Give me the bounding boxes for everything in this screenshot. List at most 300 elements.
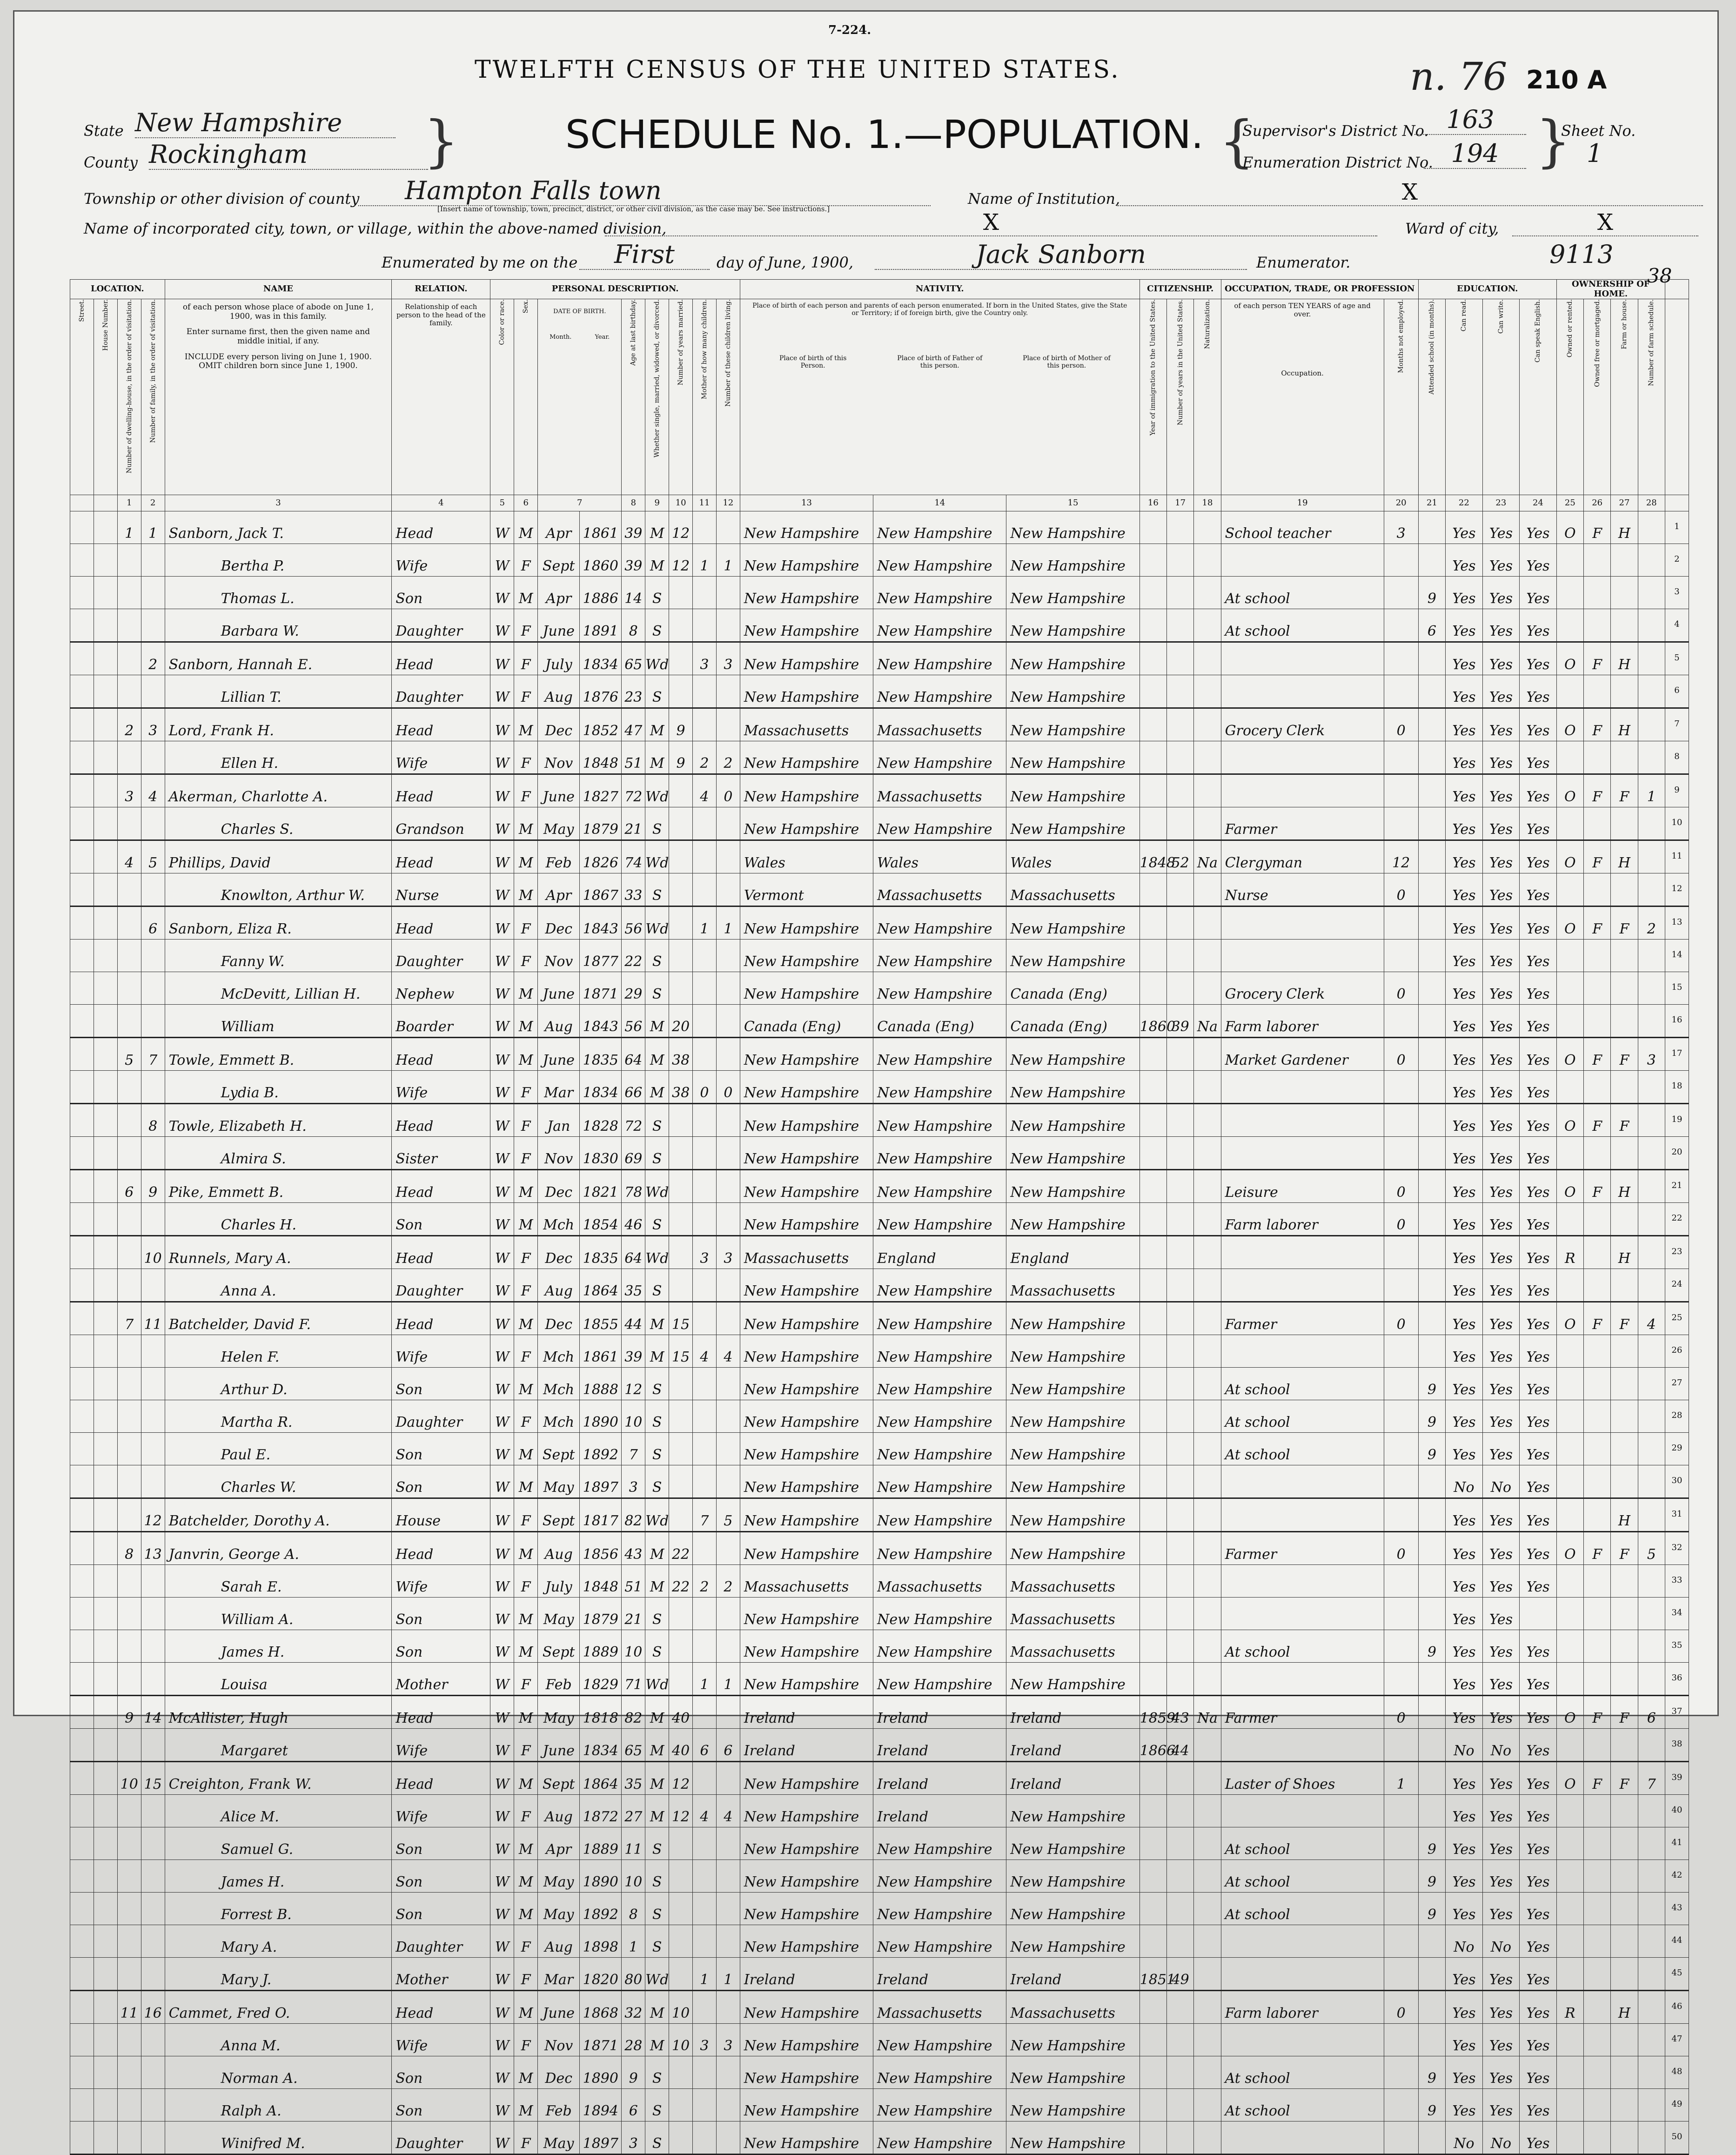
birth-month-cell: Nov (538, 741, 580, 774)
can-write-cell: Yes (1482, 2089, 1520, 2121)
occupation-cell: Nurse (1221, 873, 1384, 906)
birth-year-cell: 1848 (580, 1565, 622, 1598)
birth-year-cell: 1872 (580, 1795, 622, 1827)
naturalization-cell: Na (1194, 1005, 1221, 1038)
children-living-cell: 1 (716, 1958, 740, 1991)
attended-school-cell: 9 (1418, 1368, 1445, 1400)
sex-cell: F (514, 2024, 538, 2056)
enumerated-prefix: Enumerated by me on the (382, 254, 578, 271)
column-number-6: 6 (514, 495, 538, 511)
can-read-cell: Yes (1446, 1104, 1483, 1137)
attended-school-cell (1418, 1465, 1445, 1498)
family-number-cell (141, 1269, 165, 1302)
birthplace-mother-cell: Massachusetts (1006, 1991, 1139, 2024)
birth-month-cell: July (538, 642, 580, 675)
children-living-cell (716, 2056, 740, 2089)
sex-cell: F (514, 1729, 538, 1762)
birthplace-mother-cell: New Hampshire (1006, 708, 1139, 741)
immigration-year-cell (1139, 1104, 1166, 1137)
attended-school-cell (1418, 675, 1445, 708)
relation-cell: Head (392, 1038, 490, 1071)
dwelling-number-cell (117, 1827, 141, 1860)
attended-school-cell (1418, 1663, 1445, 1696)
children-born-cell (693, 1433, 717, 1465)
birthplace-person-cell: New Hampshire (740, 906, 873, 940)
dwelling-number-cell (117, 2089, 141, 2121)
street-cell (70, 1433, 94, 1465)
age-cell: 66 (622, 1071, 645, 1104)
sex-cell: M (514, 2089, 538, 2121)
dwelling-number-cell: 1 (117, 511, 141, 544)
birthplace-father-cell: Ireland (873, 1696, 1006, 1729)
line-number-column (1665, 299, 1689, 495)
birthplace-mother-cell: Ireland (1006, 1958, 1139, 1991)
can-write-cell: No (1482, 1729, 1520, 1762)
birthplace-person-cell: New Hampshire (740, 1269, 873, 1302)
marital-status-cell: Wd (645, 642, 669, 675)
months-not-employed-cell (1384, 807, 1418, 840)
street-cell (70, 741, 94, 774)
family-number-cell (141, 873, 165, 906)
farm-schedule-cell (1638, 2121, 1665, 2155)
months-not-employed-cell (1384, 1565, 1418, 1598)
color-cell: W (490, 1170, 514, 1203)
house-number-cell (94, 1925, 117, 1958)
table-row (70, 2056, 1689, 2089)
owned-rented-cell (1556, 577, 1583, 609)
dwelling-number-cell: 7 (117, 1302, 141, 1335)
marital-status-cell: M (645, 511, 669, 544)
naturalization-cell (1194, 1137, 1221, 1170)
can-speak-english-cell: Yes (1520, 1696, 1557, 1729)
column-number-15: 15 (1006, 495, 1139, 511)
person-name-cell: Bertha P. (165, 544, 392, 577)
immigration-year-cell (1139, 511, 1166, 544)
age-cell: 28 (622, 2024, 645, 2056)
family-number-cell: 8 (141, 1104, 165, 1137)
house-number-cell (94, 609, 117, 642)
can-write-cell: No (1482, 2121, 1520, 2155)
birthplace-mother-cell: New Hampshire (1006, 1170, 1139, 1203)
table-row (70, 1071, 1689, 1104)
birthplace-person-cell: New Hampshire (740, 511, 873, 544)
table-row (70, 1005, 1689, 1038)
line-number-cell: 2 (1665, 544, 1689, 577)
birth-year-cell: 1828 (580, 1104, 622, 1137)
sex-cell: M (514, 1532, 538, 1565)
person-name-cell: Ellen H. (165, 741, 392, 774)
color-column: Color or race. (490, 299, 514, 495)
age-cell: 35 (622, 1269, 645, 1302)
attended-school-cell (1418, 1598, 1445, 1630)
family-number-cell: 9 (141, 1170, 165, 1203)
color-cell: W (490, 1400, 514, 1433)
marital-status-cell: S (645, 2121, 669, 2155)
name-instruction-2: INCLUDE every person living on June 1, 1900. OMIT children born since June 1, 1900. (184, 352, 372, 371)
house-number-cell (94, 1071, 117, 1104)
farm-schedule-cell: 7 (1638, 1762, 1665, 1795)
free-mortgaged-cell: F (1584, 708, 1611, 741)
months-not-employed-cell (1384, 544, 1418, 577)
birth-month-cell: Mar (538, 1958, 580, 1991)
house-number-cell (94, 1302, 117, 1335)
age-cell: 8 (622, 1893, 645, 1925)
birth-month-cell: Sept (538, 544, 580, 577)
years-married-cell (669, 1498, 693, 1532)
color-cell: W (490, 1860, 514, 1893)
birthplace-mother-cell: Ireland (1006, 1762, 1139, 1795)
line-number-cell: 23 (1665, 1236, 1689, 1269)
attended-school-cell (1418, 1925, 1445, 1958)
family-number-cell (141, 940, 165, 972)
color-cell: W (490, 675, 514, 708)
birthplace-person-cell: New Hampshire (740, 1203, 873, 1236)
family-number-cell: 10 (141, 1236, 165, 1269)
occupation-label: Occupation. (1281, 369, 1324, 377)
children-born-cell (693, 1005, 717, 1038)
can-write-cell: Yes (1482, 1038, 1520, 1071)
years-in-us-cell (1167, 2121, 1194, 2155)
house-number-cell (94, 1433, 117, 1465)
age-cell: 56 (622, 1005, 645, 1038)
years-married-cell: 38 (669, 1071, 693, 1104)
sex-cell: M (514, 1991, 538, 2024)
birthplace-person-cell: New Hampshire (740, 1104, 873, 1137)
marital-status-cell: M (645, 1532, 669, 1565)
census-title: TWELFTH CENSUS OF THE UNITED STATES. (475, 56, 1120, 84)
person-name-cell: Winifred M. (165, 2121, 392, 2155)
column-number-12: 12 (716, 495, 740, 511)
birthplace-mother-cell: Massachusetts (1006, 873, 1139, 906)
color-cell: W (490, 1795, 514, 1827)
birthplace-person-cell: New Hampshire (740, 1762, 873, 1795)
farm-schedule-cell (1638, 511, 1665, 544)
immigration-year-cell (1139, 1498, 1166, 1532)
owned-rented-cell (1556, 1137, 1583, 1170)
person-name-cell: Towle, Emmett B. (165, 1038, 392, 1071)
line-number-cell: 8 (1665, 741, 1689, 774)
children-born-cell (693, 1696, 717, 1729)
attended-school-cell (1418, 1958, 1445, 1991)
owned-rented-cell: O (1556, 1762, 1583, 1795)
age-cell: 32 (622, 1991, 645, 2024)
children-living-cell (716, 1400, 740, 1433)
birthplace-person-cell: New Hampshire (740, 1498, 873, 1532)
line-number-cell: 44 (1665, 1925, 1689, 1958)
birth-year-cell: 1886 (580, 577, 622, 609)
months-not-employed-cell (1384, 1071, 1418, 1104)
children-living-cell (716, 1038, 740, 1071)
months-not-employed-cell (1384, 1958, 1418, 1991)
children-born-cell (693, 2121, 717, 2155)
farm-house-cell (1611, 1860, 1638, 1893)
street-cell (70, 2089, 94, 2121)
birth-month-cell: Nov (538, 940, 580, 972)
children-born-cell (693, 1827, 717, 1860)
years-married-cell: 15 (669, 1335, 693, 1368)
can-read-cell: Yes (1446, 1893, 1483, 1925)
person-name-cell: Knowlton, Arthur W. (165, 873, 392, 906)
sex-cell: M (514, 873, 538, 906)
farm-house-cell: H (1611, 1991, 1638, 2024)
family-number-cell (141, 544, 165, 577)
birth-person-label: Place of birth of this Person. (779, 354, 847, 369)
years-married-cell: 22 (669, 1565, 693, 1598)
attended-school-cell (1418, 1236, 1445, 1269)
can-speak-english-cell: Yes (1520, 2024, 1557, 2056)
farm-schedule-cell (1638, 1203, 1665, 1236)
children-born-cell (693, 708, 717, 741)
farm-house-cell (1611, 873, 1638, 906)
can-speak-english-cell: Yes (1520, 1170, 1557, 1203)
birth-year-cell: 1827 (580, 774, 622, 807)
color-cell: W (490, 1893, 514, 1925)
can-speak-english-cell: Yes (1520, 1565, 1557, 1598)
children-born-cell: 1 (693, 1958, 717, 1991)
owned-rented-cell (1556, 1795, 1583, 1827)
years-married-cell: 12 (669, 511, 693, 544)
can-write-cell: Yes (1482, 1104, 1520, 1137)
person-name-cell: Fanny W. (165, 940, 392, 972)
family-number-cell: 2 (141, 642, 165, 675)
can-read-cell: Yes (1446, 1269, 1483, 1302)
line-number-cell: 45 (1665, 1958, 1689, 1991)
months-not-employed-cell (1384, 906, 1418, 940)
can-write-cell: Yes (1482, 1532, 1520, 1565)
birth-year-cell: 1889 (580, 1827, 622, 1860)
children-living-cell (716, 1433, 740, 1465)
dwelling-number-cell (117, 577, 141, 609)
line-number-cell: 14 (1665, 940, 1689, 972)
owned-rented-cell: O (1556, 840, 1583, 873)
birth-year-cell: 1889 (580, 1630, 622, 1663)
relation-cell: Head (392, 906, 490, 940)
marital-status-cell: S (645, 1137, 669, 1170)
marital-status-cell: S (645, 1368, 669, 1400)
children-born-cell (693, 807, 717, 840)
months-not-employed-cell (1384, 2089, 1418, 2121)
attended-school-cell (1418, 1565, 1445, 1598)
years-married-cell (669, 1368, 693, 1400)
years-married-cell: 9 (669, 708, 693, 741)
months-not-employed-cell: 1 (1384, 1762, 1418, 1795)
table-row (70, 774, 1689, 807)
children-living-cell: 2 (716, 1565, 740, 1598)
line-number-cell: 39 (1665, 1762, 1689, 1795)
street-cell (70, 1269, 94, 1302)
person-name-cell: McDevitt, Lillian H. (165, 972, 392, 1005)
table-row (70, 1860, 1689, 1893)
age-cell: 46 (622, 1203, 645, 1236)
color-cell: W (490, 1236, 514, 1269)
birth-month-cell: June (538, 609, 580, 642)
line-number-cell: 21 (1665, 1170, 1689, 1203)
can-read-cell: Yes (1446, 1433, 1483, 1465)
farm-schedule-cell: 6 (1638, 1696, 1665, 1729)
free-mortgaged-cell: F (1584, 1532, 1611, 1565)
street-cell (70, 1893, 94, 1925)
birthplace-father-cell: New Hampshire (873, 1170, 1006, 1203)
years-married-cell (669, 1598, 693, 1630)
relation-cell: Head (392, 840, 490, 873)
line-number-cell: 30 (1665, 1465, 1689, 1498)
farm-house-cell: H (1611, 1170, 1638, 1203)
occupation-cell (1221, 1565, 1384, 1598)
owned-rented-cell (1556, 1925, 1583, 1958)
can-write-cell: Yes (1482, 2056, 1520, 2089)
state-value: New Hampshire (135, 108, 395, 138)
column-number-7: 7 (538, 495, 622, 511)
birthplace-father-cell: New Hampshire (873, 2089, 1006, 2121)
relation-cell: Wife (392, 1335, 490, 1368)
house-number-cell (94, 1762, 117, 1795)
farm-schedule-cell (1638, 544, 1665, 577)
table-row (70, 1598, 1689, 1630)
age-cell: 47 (622, 708, 645, 741)
marital-status-cell: S (645, 873, 669, 906)
birthplace-mother-cell: New Hampshire (1006, 1433, 1139, 1465)
person-name-cell: Almira S. (165, 1137, 392, 1170)
can-read-cell: Yes (1446, 906, 1483, 940)
birthplace-person-cell: New Hampshire (740, 1368, 873, 1400)
attended-school-cell (1418, 1762, 1445, 1795)
age-cell: 72 (622, 1104, 645, 1137)
family-number-cell (141, 1005, 165, 1038)
color-cell: W (490, 873, 514, 906)
occupation-cell (1221, 1925, 1384, 1958)
children-born-cell: 3 (693, 1236, 717, 1269)
months-not-employed-cell (1384, 1236, 1418, 1269)
enumeration-district-value: 194 (1424, 139, 1526, 169)
farm-house-cell (1611, 1433, 1638, 1465)
family-column: Number of family, in the order of visitation. (141, 299, 165, 495)
years-married-cell (669, 609, 693, 642)
naturalization-cell (1194, 642, 1221, 675)
house-number-cell (94, 1958, 117, 1991)
occupation-description: of each person TEN YEARS of age and over. (1234, 302, 1371, 318)
months-not-employed-cell (1384, 1795, 1418, 1827)
street-cell (70, 675, 94, 708)
naturalization-cell (1194, 1368, 1221, 1400)
years-married-cell (669, 972, 693, 1005)
naturalization-cell (1194, 1795, 1221, 1827)
relation-cell: Son (392, 1203, 490, 1236)
birthplace-mother-cell: New Hampshire (1006, 741, 1139, 774)
marital-status-cell: M (645, 1991, 669, 2024)
house-number-cell (94, 774, 117, 807)
house-number-cell (94, 1203, 117, 1236)
farm-house-cell (1611, 1071, 1638, 1104)
street-cell (70, 2056, 94, 2089)
birthplace-father-cell: New Hampshire (873, 1071, 1006, 1104)
table-row (70, 544, 1689, 577)
line-number-cell: 26 (1665, 1335, 1689, 1368)
occupation-cell: At school (1221, 1893, 1384, 1925)
city-value: X (605, 209, 1377, 236)
naturalization-cell (1194, 1236, 1221, 1269)
children-living-cell: 4 (716, 1335, 740, 1368)
naturalization-cell (1194, 1269, 1221, 1302)
line-number-cell: 47 (1665, 2024, 1689, 2056)
relation-cell: House (392, 1498, 490, 1532)
relation-cell: Wife (392, 1729, 490, 1762)
can-speak-english-cell: Yes (1520, 642, 1557, 675)
years-in-us-cell (1167, 1400, 1194, 1433)
birthplace-mother-cell: New Hampshire (1006, 1795, 1139, 1827)
farm-schedule-cell (1638, 1071, 1665, 1104)
children-born-cell: 1 (693, 544, 717, 577)
can-write-cell: Yes (1482, 675, 1520, 708)
line-number-cell: 10 (1665, 807, 1689, 840)
color-cell: W (490, 1465, 514, 1498)
sex-cell: M (514, 1038, 538, 1071)
occupation-cell (1221, 741, 1384, 774)
column-number-blank (1665, 495, 1689, 511)
house-number-cell (94, 807, 117, 840)
immigration-year-cell (1139, 577, 1166, 609)
birthplace-mother-cell: New Hampshire (1006, 1893, 1139, 1925)
age-cell: 71 (622, 1663, 645, 1696)
birthplace-person-cell: New Hampshire (740, 544, 873, 577)
relation-cell: Son (392, 2056, 490, 2089)
birthplace-person-cell: Wales (740, 840, 873, 873)
immigration-year-cell (1139, 1762, 1166, 1795)
free-mortgaged-cell (1584, 1498, 1611, 1532)
birth-year-cell: 1829 (580, 1663, 622, 1696)
can-write-cell: Yes (1482, 1137, 1520, 1170)
color-cell: W (490, 1696, 514, 1729)
years-married-cell (669, 774, 693, 807)
can-write-cell: Yes (1482, 906, 1520, 940)
birthplace-father-cell: Wales (873, 840, 1006, 873)
marital-status-cell: S (645, 1400, 669, 1433)
immigration-year-cell (1139, 1860, 1166, 1893)
line-number-cell: 27 (1665, 1368, 1689, 1400)
birthplace-person-cell: New Hampshire (740, 807, 873, 840)
can-speak-english-cell: Yes (1520, 2089, 1557, 2121)
immigration-column: Year of immigration to the United States. (1139, 299, 1166, 495)
children-living-cell (716, 1991, 740, 2024)
can-speak-english-cell: Yes (1520, 1038, 1557, 1071)
person-name-cell: Lydia B. (165, 1071, 392, 1104)
years-married-cell (669, 1203, 693, 1236)
children-living-cell (716, 609, 740, 642)
sex-cell: M (514, 1598, 538, 1630)
naturalization-cell (1194, 1433, 1221, 1465)
occupation-cell: Farm laborer (1221, 1203, 1384, 1236)
birth-month-cell: Apr (538, 577, 580, 609)
immigration-year-cell (1139, 972, 1166, 1005)
years-married-cell: 22 (669, 1532, 693, 1565)
can-speak-english-cell: Yes (1520, 1236, 1557, 1269)
house-number-cell (94, 1038, 117, 1071)
owned-rented-cell (1556, 1565, 1583, 1598)
can-write-cell: Yes (1482, 1368, 1520, 1400)
column-number-4: 4 (392, 495, 490, 511)
birth-year-cell: 1854 (580, 1203, 622, 1236)
birth-year-cell: 1843 (580, 1005, 622, 1038)
farm-schedule-cell (1638, 1498, 1665, 1532)
birth-year-cell: 1897 (580, 2121, 622, 2155)
line-number-cell: 9 (1665, 774, 1689, 807)
occupation-cell (1221, 675, 1384, 708)
age-cell: 43 (622, 1532, 645, 1565)
house-number-cell (94, 1170, 117, 1203)
birth-year-cell: 1879 (580, 807, 622, 840)
free-mortgaged-cell (1584, 544, 1611, 577)
occupation-cell: At school (1221, 1368, 1384, 1400)
can-read-cell: Yes (1446, 1170, 1483, 1203)
